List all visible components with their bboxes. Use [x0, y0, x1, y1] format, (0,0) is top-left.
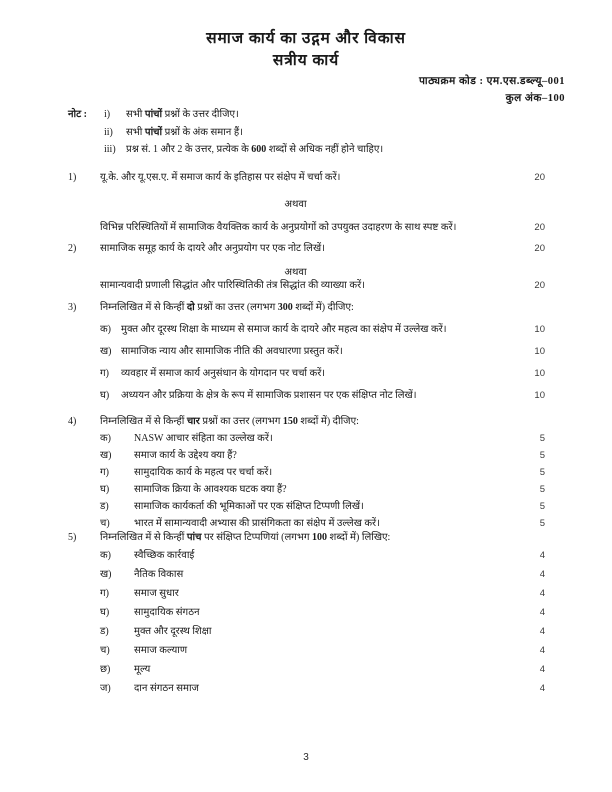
page-number: 3 [303, 752, 309, 763]
sub-question-letter: ग) [100, 588, 109, 599]
sub-question-text: मुक्त और दूरस्थ शिक्षा के माध्यम से समाज कार्य के दायरे और महत्व का संक्षेप में उल्लेख करें। [121, 324, 447, 335]
page-subtitle: सत्रीय कार्य [272, 52, 340, 69]
sub-question-text: समाज कार्य के उद्देश्य क्या हैं? [134, 450, 237, 461]
sub-question-row [68, 448, 545, 463]
sub-question-letter: घ) [100, 607, 110, 618]
sub-question-marks: 4 [539, 588, 545, 599]
sub-question-letter: ख) [100, 346, 112, 357]
sub-question-row [68, 344, 545, 359]
sub-question-row [68, 662, 545, 677]
sub-question-letter: च) [100, 518, 110, 529]
sub-question-marks: 10 [534, 390, 545, 401]
sub-question-marks: 5 [539, 433, 545, 444]
question-heading-text: निम्नलिखित में से किन्हीं दो प्रश्नों का उत्तर (लगभग 300 शब्दों में) दीजिए: [100, 302, 354, 313]
sub-question-row [68, 605, 545, 620]
sub-question-letter: ज) [100, 683, 111, 694]
course-code: पाठ्यक्रम कोड : एम.एस.डब्ल्यू–001 [418, 76, 565, 87]
sub-question-marks: 4 [539, 607, 545, 618]
question-row [68, 170, 545, 185]
question-alternative-marks: 20 [534, 222, 545, 233]
sub-question-marks: 4 [539, 569, 545, 580]
note-item [68, 141, 558, 159]
sub-question-text: भारत में सामान्यवादी अभ्यास की प्रासंगिकता का संक्षेप में उल्लेख करें। [134, 518, 380, 529]
sub-question-marks: 5 [539, 518, 545, 529]
course-meta [419, 73, 565, 107]
question-row [68, 530, 545, 545]
sub-question-row [68, 548, 545, 563]
sub-question-text: मुक्त और दूरस्थ शिक्षा [134, 626, 212, 637]
sub-question-text: सामाजिक क्रिया के आवश्यक घटक क्या हैं? [134, 484, 287, 495]
sub-question-row [68, 431, 545, 446]
sub-question-text: NASW आचार संहिता का उल्लेख करें। [134, 433, 273, 444]
question-marks: 20 [534, 172, 545, 183]
note-item-number: iii) [104, 144, 116, 155]
note-item-text: प्रश्न सं. 1 और 2 के उत्तर, प्रत्येक के 600 शब्दों से अधिक नहीं होने चाहिए। [126, 144, 384, 155]
alternative-label: अथवा [284, 267, 307, 278]
page-title: समाज कार्य का उद्गम और विकास [206, 30, 406, 47]
sub-question-text: समाज कल्याण [134, 645, 188, 656]
sub-question-row [68, 482, 545, 497]
sub-question-marks: 5 [539, 501, 545, 512]
note-item-text: सभी पांचों प्रश्नों के उत्तर दीजिए। [126, 109, 239, 120]
total-marks: कुल अंक–100 [505, 93, 565, 104]
sub-question-text: सामाजिक कार्यकर्ता की भूमिकाओं पर एक संक्षिप्त टिप्पणी लिखें। [134, 501, 364, 512]
note-item-text: सभी पांचों प्रश्नों के अंक समान हैं। [126, 126, 243, 138]
question-heading-text: निम्नलिखित में से किन्हीं चार प्रश्नों का उत्तर (लगभग 150 शब्दों में) दीजिए: [100, 416, 359, 427]
question-marks: 20 [534, 243, 545, 254]
sub-question-letter: ग) [100, 467, 109, 478]
question-alternative-text: विभिन्न परिस्थितियों में सामाजिक वैयक्तिक कार्य के अनुप्रयोगों को उपयुक्त उदाहरण के साथ स्पष्ट करें। [100, 222, 457, 233]
question-alternative-text: सामान्यवादी प्रणाली सिद्धांत और पारिस्थितिकी तंत्र सिद्धांत की व्याख्या करें। [100, 280, 365, 291]
sub-question-marks: 10 [534, 324, 545, 335]
note-block [68, 106, 558, 159]
sub-question-letter: छ) [100, 664, 111, 675]
sub-question-text: मूल्य [134, 664, 151, 675]
note-label: नोट : [68, 109, 88, 120]
question-alternative [100, 220, 545, 235]
question-text: सामाजिक समूह कार्य के दायरे और अनुप्रयोग पर एक नोट लिखें। [100, 243, 325, 254]
note-item-number: ii) [104, 126, 113, 138]
sub-question-letter: घ) [100, 484, 110, 495]
sub-question-letter: ख) [100, 569, 112, 580]
sub-question-text: सामुदायिक संगठन [134, 607, 200, 618]
question-alternative [100, 278, 545, 293]
sub-question-marks: 5 [539, 450, 545, 461]
sub-question-row [68, 465, 545, 480]
sub-question-marks: 4 [539, 626, 545, 637]
question-number: 1) [68, 172, 77, 183]
sub-question-row [68, 322, 545, 337]
sub-question-row [68, 366, 545, 381]
sub-question-text: समाज सुधार [134, 588, 179, 599]
sub-question-letter: ग) [100, 368, 109, 379]
document-header [0, 28, 612, 71]
sub-question-text: सामाजिक न्याय और सामाजिक नीति की अवधारणा प्रस्तुत करें। [121, 346, 343, 357]
question-number: 2) [68, 243, 77, 254]
sub-question-row [68, 586, 545, 601]
sub-question-row [68, 516, 545, 531]
question-number: 3) [68, 302, 77, 313]
sub-question-letter: घ) [100, 390, 110, 401]
sub-question-marks: 4 [539, 683, 545, 694]
sub-question-marks: 4 [539, 550, 545, 561]
sub-question-text: नैतिक विकास [134, 569, 184, 580]
sub-question-marks: 5 [539, 467, 545, 478]
sub-question-marks: 4 [539, 645, 545, 656]
note-item [68, 124, 558, 142]
sub-question-row [68, 567, 545, 582]
sub-question-marks: 10 [534, 368, 545, 379]
sub-question-letter: क) [100, 433, 112, 444]
question-text: यू.के. और यू.एस.ए. में समाज कार्य के इतिहास पर संक्षेप में चर्चा करें। [100, 172, 341, 183]
sub-question-letter: ड) [100, 501, 109, 512]
sub-question-text: व्यवहार में समाज कार्य अनुसंधान के योगदान पर चर्चा करें। [121, 368, 326, 379]
sub-question-letter: क) [100, 324, 112, 335]
question-number: 5) [68, 532, 77, 543]
question-row [68, 414, 545, 429]
question-heading-text: निम्नलिखित में से किन्हीं पांच पर संक्षिप्त टिप्पणियां (लगभग 100 शब्दों में) लिखिए: [100, 532, 391, 543]
sub-question-row [68, 681, 545, 696]
sub-question-letter: क) [100, 550, 112, 561]
note-item [68, 106, 558, 124]
sub-question-row [68, 499, 545, 514]
sub-question-letter: ड) [100, 626, 109, 637]
alternative-label: अथवा [284, 199, 307, 210]
sub-question-marks: 5 [539, 484, 545, 495]
sub-question-text: स्वैच्छिक कार्रवाई [134, 550, 195, 561]
sub-question-row [68, 643, 545, 658]
question-alternative-marks: 20 [534, 280, 545, 291]
sub-question-marks: 4 [539, 664, 545, 675]
question-number: 4) [68, 416, 77, 427]
sub-question-text: दान संगठन समाज [134, 683, 199, 694]
sub-question-text: सामुदायिक कार्य के महत्व पर चर्चा करें। [134, 467, 273, 478]
sub-question-row [68, 388, 545, 403]
sub-question-row [68, 624, 545, 639]
sub-question-text: अध्ययन और प्रक्रिया के क्षेत्र के रूप में सामाजिक प्रशासन पर एक संक्षिप्त नोट लिखें। [121, 390, 417, 401]
sub-question-letter: च) [100, 645, 110, 656]
question-row [68, 241, 545, 256]
sub-question-marks: 10 [534, 346, 545, 357]
question-row [68, 300, 545, 315]
sub-question-letter: ख) [100, 450, 112, 461]
note-item-number: i) [104, 109, 111, 120]
